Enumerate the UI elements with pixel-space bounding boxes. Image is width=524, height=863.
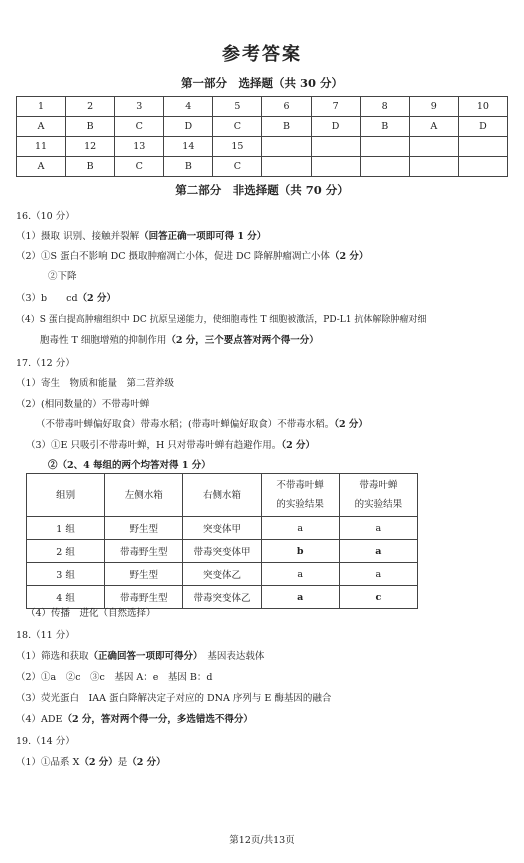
empty-cell <box>458 157 507 177</box>
group-cell: 4 组 <box>27 586 105 609</box>
question-number: 8 <box>360 97 409 117</box>
right-tank-cell: 带毒突变体乙 <box>183 586 261 609</box>
col-header-right-tank: 右侧水箱 <box>183 474 261 517</box>
q16-line1: （1）摄取 识别、接触并裂解（回答正确一项即可得 1 分） <box>16 231 267 242</box>
answer-cell: C <box>115 117 164 137</box>
part1-heading: 第一部分 选择题（共 30 分） <box>180 76 343 90</box>
q17-line1: （1）寄生 物质和能量 第二营养级 <box>16 378 175 389</box>
q18-header: 18.（11 分） <box>16 630 75 641</box>
question-number: 4 <box>164 97 213 117</box>
q19-line1: （1）①品系 X（2 分）是（2 分） <box>16 757 166 768</box>
col-header-nonviral-result: 不带毒叶蝉 的实验结果 <box>261 474 339 517</box>
empty-cell <box>311 157 360 177</box>
answer-cell: D <box>458 117 507 137</box>
result-cell: b <box>261 540 339 563</box>
question-number: 10 <box>458 97 507 117</box>
table-row <box>27 540 418 563</box>
answer-cell: D <box>311 117 360 137</box>
result-cell: a <box>339 540 417 563</box>
result-cell: a <box>261 563 339 586</box>
q16-line6: 胞毒性 T 细胞增殖的抑制作用（2 分，三个要点答对两个得一分） <box>40 335 319 346</box>
answer-cell: C <box>213 157 262 177</box>
empty-cell <box>360 137 409 157</box>
answer-cell: B <box>66 117 115 137</box>
question-number: 6 <box>262 97 311 117</box>
page-footer: 第12页/共13页 <box>229 835 295 846</box>
left-tank-cell: 野生型 <box>105 563 183 586</box>
table-row <box>17 157 508 177</box>
answer-cell: D <box>164 117 213 137</box>
answer-cell: A <box>17 157 66 177</box>
q17-line2: （2）(相同数量的）不带毒叶蝉 <box>16 399 150 410</box>
answer-cell: B <box>262 117 311 137</box>
question-number: 12 <box>66 137 115 157</box>
empty-cell <box>262 137 311 157</box>
col-header-group: 组别 <box>27 474 105 517</box>
answer-cell: B <box>66 157 115 177</box>
q16-line4: （3）b cd（2 分） <box>16 293 116 304</box>
q17-line6: （4）传播 进化（自然选择） <box>26 608 156 619</box>
result-cell: c <box>339 586 417 609</box>
answer-table <box>16 96 508 177</box>
answer-cell: C <box>213 117 262 137</box>
q18-line4: （4）ADE（2 分，答对两个得一分，多选错选不得分） <box>16 714 253 725</box>
question-number: 2 <box>66 97 115 117</box>
question-number: 3 <box>115 97 164 117</box>
group-cell: 3 组 <box>27 563 105 586</box>
result-cell: a <box>261 586 339 609</box>
q16-line5: （4）S 蛋白提高肿瘤组织中 DC 抗原呈递能力，使细胞毒性 T 细胞被激活，PD-L1 抗体解除肿瘤对细 <box>16 315 427 325</box>
empty-cell <box>360 157 409 177</box>
question-number: 9 <box>409 97 458 117</box>
group-cell: 1 组 <box>27 517 105 540</box>
answer-cell: B <box>164 157 213 177</box>
empty-cell <box>262 157 311 177</box>
question-number: 14 <box>164 137 213 157</box>
table-row <box>27 563 418 586</box>
question-number: 7 <box>311 97 360 117</box>
q16-line2: （2）①S 蛋白不影响 DC 摄取肿瘤凋亡小体，促进 DC 降解肿瘤凋亡小体（2 分） <box>16 251 369 262</box>
result-cell: a <box>261 517 339 540</box>
page-title: 参考答案 <box>222 44 302 65</box>
question-number: 5 <box>213 97 262 117</box>
table-row <box>17 137 508 157</box>
q16-header: 16.（10 分） <box>16 211 75 222</box>
question-number: 1 <box>17 97 66 117</box>
q18-line1: （1）筛选和获取（正确回答一项即可得分） 基因表达载体 <box>16 651 265 662</box>
part2-heading: 第二部分 非选择题（共 70 分） <box>175 183 349 197</box>
q17-header: 17.（12 分） <box>16 358 75 369</box>
table-row <box>27 517 418 540</box>
q18-line3: （3）荧光蛋白 IAA 蛋白降解决定子对应的 DNA 序列与 E 酶基因的融合 <box>16 693 332 704</box>
q18-line2: （2）①a ②c ③c 基因 A：e 基因 B：d <box>16 672 213 683</box>
q16-line3: ②下降 <box>48 271 77 282</box>
col-header-left-tank: 左侧水箱 <box>105 474 183 517</box>
table-row <box>17 97 508 117</box>
question-number: 13 <box>115 137 164 157</box>
result-cell: a <box>339 563 417 586</box>
answer-cell: B <box>360 117 409 137</box>
empty-cell <box>409 137 458 157</box>
answer-cell: C <box>115 157 164 177</box>
q19-header: 19.（14 分） <box>16 736 75 747</box>
empty-cell <box>458 137 507 157</box>
empty-cell <box>311 137 360 157</box>
table-row <box>17 117 508 137</box>
question-number: 15 <box>213 137 262 157</box>
left-tank-cell: 野生型 <box>105 517 183 540</box>
left-tank-cell: 带毒野生型 <box>105 540 183 563</box>
q17-line3: （不带毒叶蝉偏好取食）带毒水稻；(带毒叶蝉偏好取食）不带毒水稻。（2 分） <box>36 419 368 430</box>
question-number: 11 <box>17 137 66 157</box>
q17-line5: ②（2、4 每组的两个均答对得 1 分） <box>48 460 211 471</box>
answer-cell: A <box>17 117 66 137</box>
empty-cell <box>409 157 458 177</box>
right-tank-cell: 突变体甲 <box>183 517 261 540</box>
answer-cell: A <box>409 117 458 137</box>
right-tank-cell: 带毒突变体甲 <box>183 540 261 563</box>
col-header-viral-result: 带毒叶蝉 的实验结果 <box>339 474 417 517</box>
experiment-table <box>26 473 418 609</box>
table-header-row <box>27 474 418 517</box>
result-cell: a <box>339 517 417 540</box>
group-cell: 2 组 <box>27 540 105 563</box>
left-tank-cell: 带毒野生型 <box>105 586 183 609</box>
right-tank-cell: 突变体乙 <box>183 563 261 586</box>
q17-line4: （3）①E 只吸引不带毒叶蝉，H 只对带毒叶蝉有趋避作用。（2 分） <box>26 440 315 451</box>
